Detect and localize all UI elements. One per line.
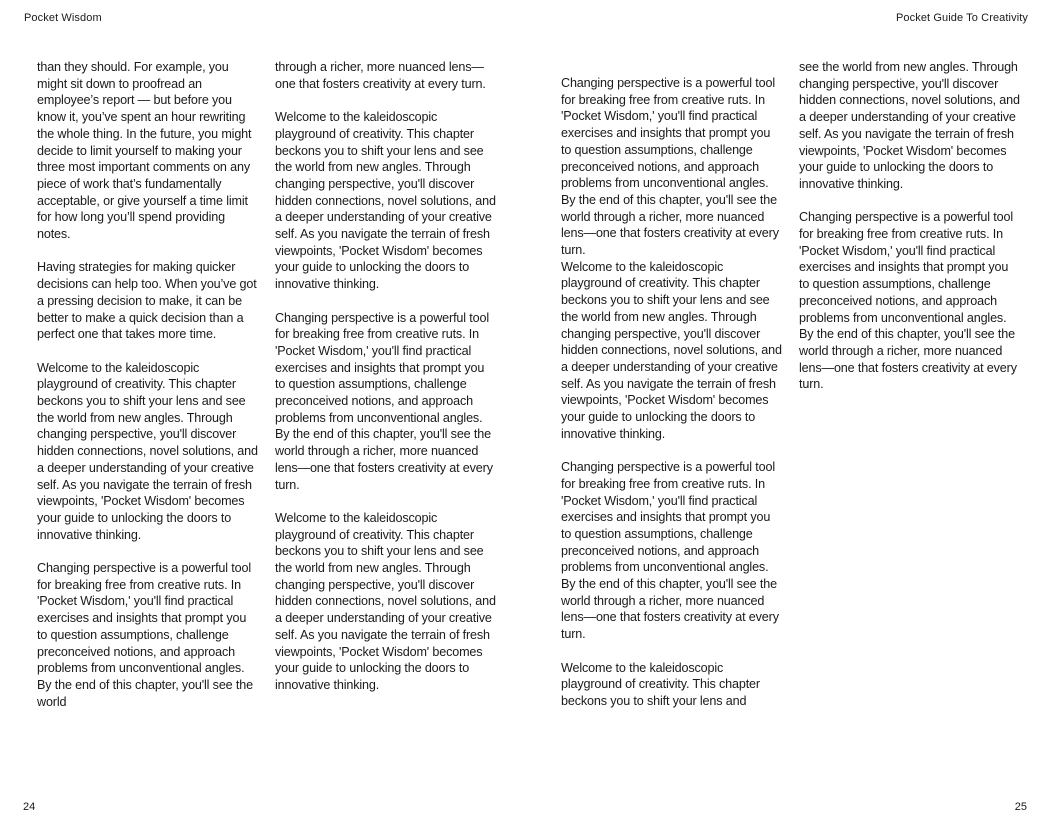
right-page-column-1 [561,75,783,710]
paragraph: than they should. For example, you might sit down to proofread an employee’s report — but before you know it, you’ve spent an hour rewriting the whole thing. In the future, you might decide to limit yourself to making your three most important comments on any piece of work that’s fundamentally acceptable, or give yourself a time limit for how long you’ll spend providing notes. [37,60,252,242]
page-number-right: 25 [1014,801,1027,813]
paragraph: through a richer, more nuanced lens—one that fosters creativity at every turn. [275,60,486,91]
paragraph: Changing perspective is a powerful tool for breaking free from creative ruts. In 'Pocket Wisdom,' you'll find practical exercises and insights that prompt you to question assumptions, challenge preconceived notions, and approach problems from unconventional angles. By the end of this chapter, you'll see the world through a richer, more nuanced lens—one that fosters creativity at every turn. [561,76,779,258]
paragraph: see the world from new angles. Through changing perspective, you'll discover hidden connections, novel solutions, and a deeper understanding of your creative self. As you navigate the terrain of fresh viewpoints, 'Pocket Wisdom' becomes your guide to unlocking the doors to innovative thinking. [799,60,1020,191]
paragraph: Changing perspective is a powerful tool for breaking free from creative ruts. In 'Pocket Wisdom,' you'll find practical exercises and insights that prompt you to question assumptions, challenge preconceived notions, and approach problems from unconventional angles. By the end of this chapter, you'll see the world [37,561,253,709]
right-page [525,0,1050,825]
running-head-left: Pocket Wisdom [24,12,102,24]
left-page-column-1 [37,59,259,710]
paragraph: Welcome to the kaleidoscopic playground of creativity. This chapter beckons you to shift your lens and see the world from new angles. Through changing perspective, you'll discover hidden connections, novel solutions, and a deeper understanding of your creative self. As you navigate the terrain of fresh viewpoints, 'Pocket Wisdom' becomes your guide to unlocking the doors to innovative thinking. [275,510,496,692]
left-page-column-2 [275,59,497,694]
paragraph: Changing perspective is a powerful tool for breaking free from creative ruts. In 'Pocket Wisdom,' you'll find practical exercises and insights that prompt you to question assumptions, challenge preconceived notions, and approach problems from unconventional angles. By the end of this chapter, you'll see the world through a richer, more nuanced lens—one that fosters creativity at every turn. [799,210,1017,392]
running-head-right: Pocket Guide To Creativity [895,12,1028,24]
paragraph: Welcome to the kaleidoscopic playground of creativity. This chapter beckons you to shift your lens and see the world from new angles. Through changing perspective, you'll discover hidden connections, novel solutions, and a deeper understanding of your creative self. As you navigate the terrain of fresh viewpoints, 'Pocket Wisdom' becomes your guide to unlocking the doors to innovative thinking. [37,360,258,542]
paragraph: Welcome to the kaleidoscopic playground of creativity. This chapter beckons you to shift your lens and see the world from new angles. Through changing perspective, you'll discover hidden connections, novel solutions, and a deeper understanding of your creative self. As you navigate the terrain of fresh viewpoints, 'Pocket Wisdom' becomes your guide to unlocking the doors to innovative thinking. [275,110,496,292]
paragraph: Changing perspective is a powerful tool for breaking free from creative ruts. In 'Pocket Wisdom,' you'll find practical exercises and insights that prompt you to question assumptions, challenge preconceived notions, and approach problems from unconventional angles. By the end of this chapter, you'll see the world through a richer, more nuanced lens—one that fosters creativity at every turn. [275,310,493,492]
paragraph: Welcome to the kaleidoscopic playground of creativity. This chapter beckons you to shift your lens and [561,660,760,708]
right-page-column-2 [799,59,1021,393]
paragraph: Having strategies for making quicker decisions can help too. When you’ve got a pressing decision to make, it can be better to make a quick decision than a perfect one that takes more time. [37,260,257,342]
paragraph: Changing perspective is a powerful tool for breaking free from creative ruts. In 'Pocket Wisdom,' you'll find practical exercises and insights that prompt you to question assumptions, challenge preconceived notions, and approach problems from unconventional angles. By the end of this chapter, you'll see the world through a richer, more nuanced lens—one that fosters creativity at every turn. [561,460,779,642]
paragraph: Welcome to the kaleidoscopic playground of creativity. This chapter beckons you to shift your lens and see the world from new angles. Through changing perspective, you'll discover hidden connections, novel solutions, and a deeper understanding of your creative self. As you navigate the terrain of fresh viewpoints, 'Pocket Wisdom' becomes your guide to unlocking the doors to innovative thinking. [561,259,782,441]
page-number-left: 24 [23,801,36,813]
